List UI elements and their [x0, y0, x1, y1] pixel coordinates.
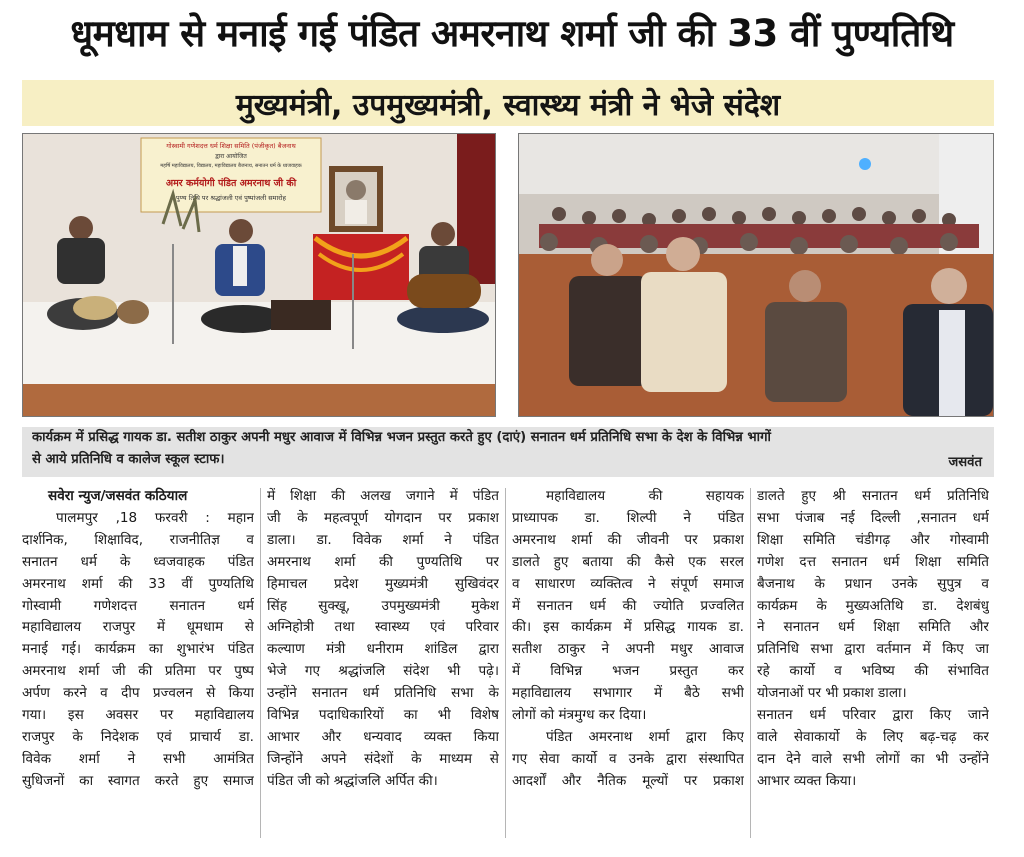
- article-line: में शिक्षा की अलख जगाने में पंडित: [267, 488, 499, 504]
- photo-musicians: [22, 133, 496, 417]
- article-line: महाविद्यालय सभागार में बैठे सभी: [512, 685, 744, 702]
- article-line: गया। इस अवसर पर महाविद्यालय: [22, 707, 254, 724]
- article-line: दार्शनिक, शिक्षाविद, राजनीतिज्ञ व: [22, 531, 254, 548]
- article-line: पंडित जी को श्रद्धांजलि अर्पित की।: [267, 772, 438, 789]
- subheadline: मुख्यमंत्री, उपमुख्यमंत्री, स्वास्थ्य मंत्री ने भेजे संदेश: [235, 87, 781, 123]
- article-line: में विभिन्न भजन प्रस्तुत कर: [512, 663, 744, 680]
- article-line: बैजनाथ के प्रधान उनके सुपुत्र व: [757, 575, 989, 592]
- article-column-1: [22, 486, 254, 846]
- banner-line-1: गोस्वामी गणेशदत्त धर्म शिक्षा समिति (पंजीकृत) बैजनाथ: [166, 142, 296, 150]
- caption-line-2: से आये प्रतिनिधि व कालेज स्कूल स्टाफ।: [32, 452, 225, 467]
- byline: सवेरा न्युज/जसवंत कठियाल: [48, 488, 188, 504]
- photo-musicians-illustration: [23, 134, 495, 416]
- article-line: दान देने वाले सभी लोगों का भी उन्होंने: [757, 750, 989, 767]
- article-line: अर्पण करने व दीप प्रज्वलन से किया: [22, 685, 254, 702]
- caption-line-1: कार्यक्रम में प्रसिद्ध गायक डा. सतीश ठाकुर अपनी मधुर आवाज में विभिन्न भजन प्रस्तुत करते हुए (दाएं) सनातन धर्म प्रतिनिधि सभा के देश के विभिन्न भागों: [32, 430, 771, 445]
- article-line: पालमपुर ,18 फरवरी : महान: [56, 509, 254, 526]
- article-line: ने सनातन धर्म शिक्षा समिति और: [757, 619, 989, 636]
- article-line: आदर्शों और नैतिक मूल्यों पर प्रकाश: [512, 772, 744, 789]
- subheadline-banner: [22, 80, 994, 126]
- article-line: अमरनाथ शर्मा जी की प्रतिमा पर पुष्प: [22, 663, 254, 680]
- article-line: गए सेवा कार्यो व उनके द्वारा संस्थापित: [512, 750, 744, 767]
- article-line: अमरनाथ शर्मा की 33 वीं पुण्यतिथि: [22, 575, 254, 592]
- article-line: डालते हुए बताया की कैसे एक सरल: [512, 553, 744, 570]
- article-line: कार्यक्रम के मुख्यअतिथि डा. देशबंधु: [757, 597, 989, 614]
- article-line: गणेश दत्त सनातन धर्म शिक्षा समिति: [757, 553, 989, 570]
- article-line: अग्निहोत्री तथा स्वास्थ्य एवं परिवार: [267, 619, 499, 636]
- article-column-2: [267, 486, 499, 846]
- article-line: सतीश ठाकुर ने अपनी मधुर आवाज: [512, 641, 744, 658]
- article-line: विभिन्न पदाधिकारियों का भी विशेष: [267, 707, 499, 724]
- article-line: अमरनाथ शर्मा की पुण्यतिथि पर: [267, 553, 499, 570]
- article-line: भेजे गए श्रद्धांजलि संदेश भी पढ़े।: [267, 663, 499, 680]
- article-line: हिमाचल प्रदेश मुख्यमंत्री सुखिवंदर: [267, 575, 499, 592]
- article-line: रहे कार्यो व भविष्य की संभावित: [757, 663, 989, 680]
- banner-line-3: महर्षि महाविद्यालय, विद्यालय, महाविद्यालय बैजनाथ, सनातन धर्म के ध्वजवाहक: [160, 163, 302, 169]
- article-line: प्रतिनिधि सभा द्वारा वर्तमान में किए जा: [757, 641, 989, 658]
- article-line: सनातन धर्म परिवार द्वारा किए जाने: [757, 707, 989, 724]
- photo-audience: [518, 133, 994, 417]
- photo-caption: [22, 427, 994, 477]
- article-line: योजनाओं पर भी प्रकाश डाला।: [757, 685, 907, 702]
- column-divider: [505, 488, 506, 838]
- article-line: सनातन धर्म के ध्वजवाहक पंडित: [22, 553, 254, 570]
- article-line: जिन्होंने अपने संदेशों के माध्यम से: [267, 750, 499, 767]
- banner-line-4: अमर कर्मयोगी पंडित अमरनाथ जी की: [165, 178, 297, 189]
- headline: धूमधाम से मनाई गई पंडित अमरनाथ शर्मा जी की 33 वीं पुण्यतिथि: [70, 12, 954, 55]
- article-line: सुधिजनों का स्वागत करते हुए समाज: [22, 772, 254, 789]
- article-line: सिंह सुक्खू, उपमुख्यमंत्री मुकेश: [267, 597, 499, 614]
- article-line: व साधारण व्यक्तित्व ने संपूर्ण समाज: [512, 575, 744, 592]
- banner-line-5: पुण्य तिथि पर श्रद्धांजली एवं पुष्पांजली समारोह: [176, 194, 286, 202]
- article-line: पंडित अमरनाथ शर्मा द्वारा किए: [546, 728, 744, 745]
- article-line: डालते हुए श्री सनातन धर्म प्रतिनिधि: [757, 488, 989, 504]
- article-line: आभार और धन्यवाद व्यक्त किया: [267, 728, 499, 745]
- article-line: लोगों को मंत्रमुग्ध कर दिया।: [512, 707, 647, 724]
- article-line: विवेक शर्मा ने सभी आमंत्रित: [22, 750, 254, 767]
- photo-audience-illustration: [519, 134, 993, 416]
- banner-line-2: द्वारा आयोजित: [215, 153, 247, 160]
- article-line: प्राध्यापक डा. शिल्पी ने पंडित: [512, 509, 744, 526]
- article-column-4: [757, 486, 989, 846]
- column-divider: [750, 488, 751, 838]
- article-line: डाला। डा. विवेक शर्मा ने पंडित: [267, 531, 499, 548]
- article-line: जी के महत्वपूर्ण योगदान पर प्रकाश: [267, 509, 499, 526]
- photo-credit: जसवंत: [948, 455, 982, 470]
- article-line: उन्होंने सनातन धर्म प्रतिनिधि सभा के: [267, 685, 499, 702]
- article-line: महाविद्यालय की सहायक: [546, 488, 744, 504]
- article-column-3: [512, 486, 744, 846]
- article-line: मनाई गई। कार्यक्रम का शुभारंभ पंडित: [22, 641, 254, 658]
- article-line: राजपुर के निदेशक एवं प्राचार्य डा.: [22, 728, 254, 745]
- column-divider: [260, 488, 261, 838]
- article-line: वाले सेवाकार्यो के लिए बढ़-चढ़ कर: [757, 728, 989, 745]
- article-line: आभार व्यक्त किया।: [757, 772, 857, 789]
- article-line: शिक्षा समिति चंडीगढ़ और गोस्वामी: [757, 531, 989, 548]
- article-line: गोस्वामी गणेशदत्त सनातन धर्म: [22, 597, 254, 614]
- article-line: में सनातन धर्म की ज्योति प्रज्वलित: [512, 597, 744, 614]
- article-line: महाविद्यालय राजपुर में धूमधाम से: [22, 619, 254, 636]
- article-line: कल्याण मंत्री धनीराम शांडिल द्वारा: [267, 641, 499, 658]
- article-line: अमरनाथ शर्मा की जीवनी पर प्रकाश: [512, 531, 744, 548]
- article-line: सभा पंजाब नई दिल्ली ,सनातन धर्म: [757, 509, 989, 526]
- article-line: की। इस कार्यक्रम में प्रसिद्ध गायक डा.: [512, 619, 744, 636]
